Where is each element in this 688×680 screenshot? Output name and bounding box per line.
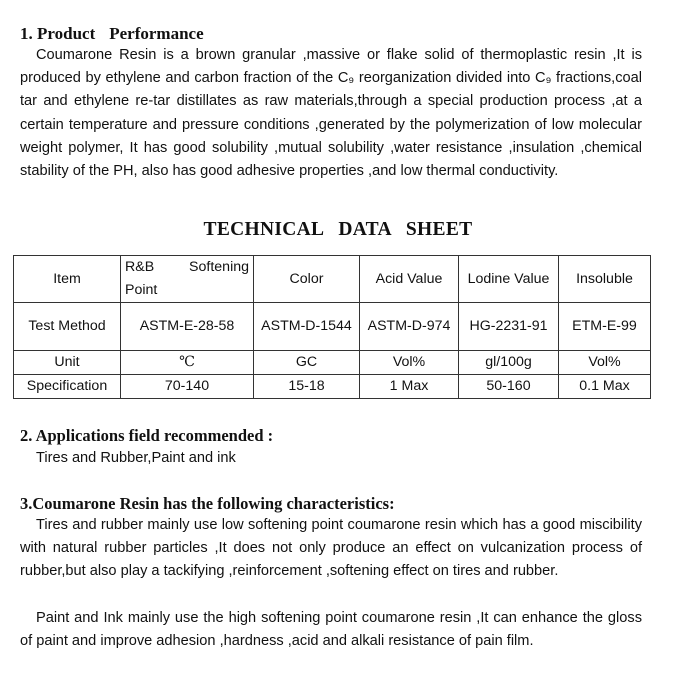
cell-acid-unit: Vol%: [360, 351, 459, 375]
cell-color-unit: GC: [254, 351, 360, 375]
cell-specification: Specification: [14, 375, 121, 399]
softening-label: Softening: [189, 259, 249, 275]
point-label: Point: [125, 282, 158, 298]
header-insoluble: Insoluble: [559, 256, 651, 303]
technical-data-sheet-title: [0, 219, 676, 241]
cell-insoluble-spec: 0.1 Max: [559, 375, 651, 399]
cell-test-method: Test Method: [14, 303, 121, 351]
table-row-test-method: [14, 303, 651, 351]
cell-insoluble-method: ETM-E-99: [559, 303, 651, 351]
section-1-heading-number: 1. Product: [20, 24, 96, 43]
cell-color-method: [254, 303, 360, 351]
title-word-sheet: SHEET: [405, 219, 473, 240]
section-1-heading-word: Performance: [109, 24, 204, 43]
color-method-text: ASTM-D-1544: [261, 318, 352, 334]
cell-lodine-method: HG-2231-91: [459, 303, 559, 351]
section-1-heading: [20, 24, 204, 44]
cell-color-spec: 15-18: [254, 375, 360, 399]
cell-acid-spec: 1 Max: [360, 375, 459, 399]
cell-lodine-unit: gl/100g: [459, 351, 559, 375]
cell-unit: Unit: [14, 351, 121, 375]
section-3-heading: 3.Coumarone Resin has the following characteristics:: [20, 494, 395, 513]
cell-lodine-spec: 50-160: [459, 375, 559, 399]
cell-rb-unit: ℃: [121, 351, 254, 375]
table-row-unit: [14, 351, 651, 375]
title-word-technical: TECHNICAL: [203, 219, 325, 240]
cell-insoluble-unit: Vol%: [559, 351, 651, 375]
cell-rb-method: ASTM-E-28-58: [121, 303, 254, 351]
table-header-row: [14, 256, 651, 303]
product-performance-paragraph: [20, 44, 642, 183]
header-acid-value: Acid Value: [360, 256, 459, 303]
characteristics-text-2: Paint and Ink mainly use the high softening point coumarone resin ,It can enhance the gloss of paint and improve adhesion ,hardness ,acid and alkali resistance of pain film.: [20, 610, 642, 650]
header-lodine-value: Lodine Value: [459, 256, 559, 303]
technical-data-table: [13, 255, 651, 399]
header-color: Color: [254, 256, 360, 303]
acid-method-text: ASTM-D-974: [367, 318, 451, 334]
title-word-data: DATA: [338, 219, 392, 240]
table-row-specification: [14, 375, 651, 399]
characteristics-paragraph-2: [20, 607, 642, 653]
cell-acid-method: [360, 303, 459, 351]
rb-label: R&B: [125, 259, 155, 275]
header-rb-softening-point: [121, 256, 254, 303]
cell-rb-spec: 70-140: [121, 375, 254, 399]
section-2-heading: 2. Applications field recommended :: [20, 426, 274, 445]
product-performance-text: Coumarone Resin is a brown granular ,massive or flake solid of thermoplastic resin ,It is produced by ethylene and carbon fraction of the C₉ reorganization divided into C₉ fractions,coal tar and ethylene re-tar distillates as raw materials,through a special production process ,at a certain temperature and pressure conditions ,generated by the polymerization of low molecular weight polymer, It has good solubility ,mutual solubility ,water resistance ,insulation ,chemical stability of the PH, also has good adhesive properties ,and low thermal conductivity.: [20, 47, 642, 180]
characteristics-text-1: Tires and rubber mainly use low softening point coumarone resin which has a good miscibility with natural rubber particles ,It does not only produce an effect on vulcanization process of rubber,but also play a tackifying ,reinforcement ,softening effect on tires and rubber.: [20, 517, 642, 580]
characteristics-paragraph-1: [20, 514, 642, 584]
header-item: Item: [14, 256, 121, 303]
applications-text: Tires and Rubber,Paint and ink: [36, 450, 236, 466]
